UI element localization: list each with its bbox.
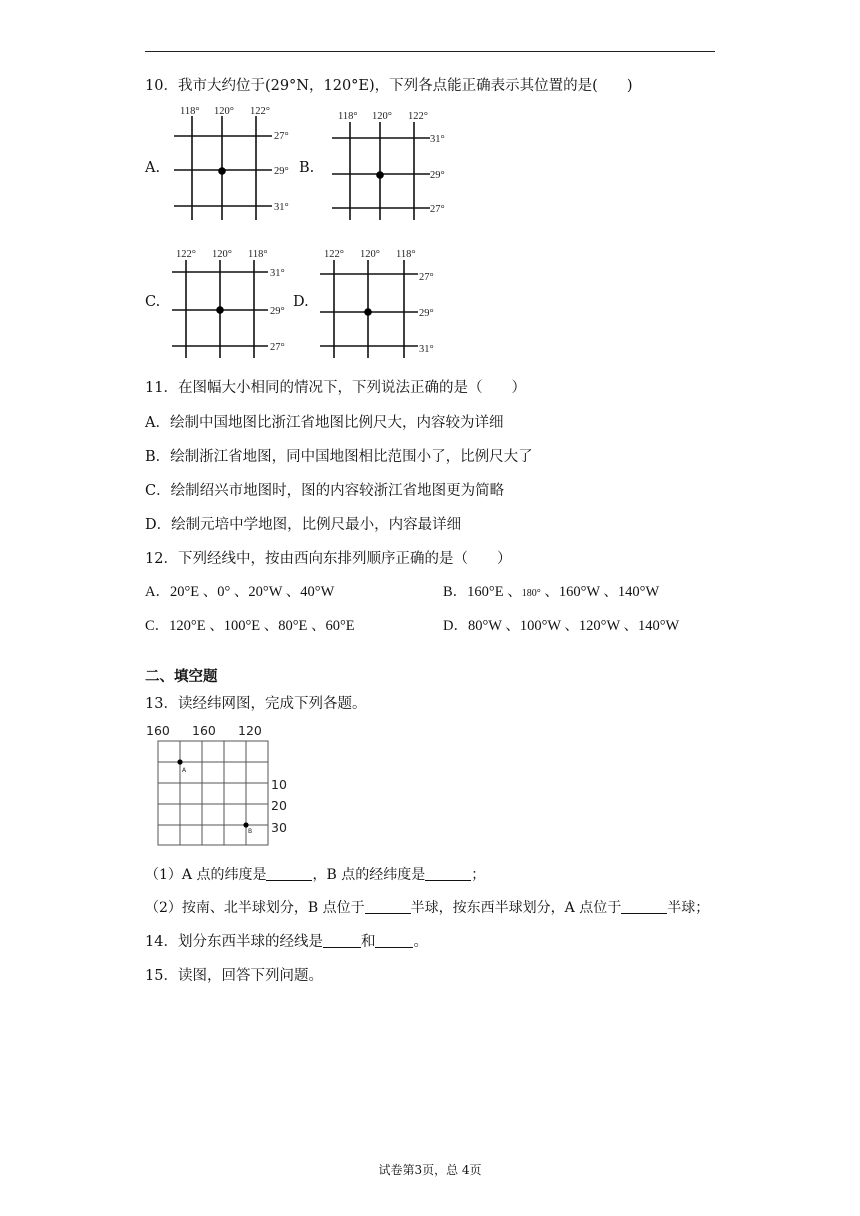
q13-blank-3[interactable] — [365, 899, 411, 914]
q10-a-lat-2: 31° — [274, 202, 289, 213]
q10-b-lon-2: 122° — [408, 111, 428, 122]
q13-stem: 13．读经纬网图，完成下列各题。 — [145, 696, 367, 712]
q10-option-a-label: A. — [145, 160, 161, 176]
q14-text-b: 和 — [360, 934, 376, 950]
q10-d-lat-2: 31° — [419, 344, 434, 355]
q15-stem: 15．读图，回答下列问题。 — [145, 968, 323, 984]
q10-grid-c — [170, 246, 300, 361]
q10-d-lat-0: 27° — [419, 272, 434, 283]
q10-c-lon-2: 118° — [248, 249, 268, 260]
q13-lat-0: 10 — [271, 777, 287, 792]
q10-c-lon-1: 120° — [212, 249, 232, 260]
q10-option-c-label: C. — [145, 294, 161, 310]
q10-a-lat-0: 27° — [274, 131, 289, 142]
q13-sub2 — [145, 897, 709, 917]
q10-b-lat-2: 27° — [430, 204, 445, 215]
q11-option-d: D．绘制元培中学地图，比例尺最小，内容最详细 — [145, 517, 462, 533]
q13-point-a — [177, 759, 182, 764]
q10-c-point — [216, 306, 224, 314]
q13-sub1-text-a: （1）A 点的纬度是 — [145, 867, 267, 883]
q12-option-b-suffix: 、160°W 、140°W — [540, 584, 660, 600]
q13-blank-4[interactable] — [621, 899, 667, 914]
q13-lat-2: 30 — [271, 820, 287, 835]
q12-option-d: D．80°W 、100°W 、120°W 、140°W — [443, 618, 680, 634]
q13-sub1 — [145, 864, 485, 884]
q14-text-c: 。 — [413, 934, 428, 950]
q10-d-lon-1: 120° — [360, 249, 380, 260]
q12-option-b-prefix: B．160°E 、 — [443, 584, 522, 600]
q10-b-lat-0: 31° — [430, 134, 445, 145]
q13-sub2-text-a: （2）按南、北半球划分，B 点位于 — [145, 900, 365, 916]
q13-sub2-text-c: 半球； — [667, 900, 710, 916]
q10-grid-b — [330, 108, 460, 223]
q10-option-b-label: B. — [299, 160, 315, 176]
q10-d-lat-1: 29° — [419, 308, 434, 319]
q12-option-c: C．120°E 、100°E 、80°E 、60°E — [145, 618, 355, 634]
q13-lon-1: 160 — [192, 723, 216, 738]
q11-option-b: B．绘制浙江省地图，同中国地图相比范围小了，比例尺大了 — [145, 449, 533, 465]
q14 — [145, 930, 428, 951]
section-fill-blank-title: 二、填空题 — [145, 669, 218, 685]
q11-option-a: A．绘制中国地图比浙江省地图比例尺大，内容较为详细 — [145, 415, 504, 431]
q10-b-lon-0: 118° — [338, 111, 358, 122]
header-rule — [145, 51, 715, 52]
q14-text-a: 14．划分东西半球的经线是 — [145, 934, 323, 950]
q13-point-b — [243, 822, 248, 827]
q13-sub1-text-b: ，B 点的经纬度是 — [312, 867, 426, 883]
q14-blank-1[interactable] — [323, 933, 361, 948]
q10-c-lat-2: 27° — [270, 342, 285, 353]
q10-grid-a — [172, 104, 302, 224]
q10-a-lat-1: 29° — [274, 166, 289, 177]
q13-grid — [145, 721, 305, 851]
q10-b-point — [376, 171, 384, 179]
q13-label-b: B — [248, 828, 253, 835]
q13-lon-0: 160 — [146, 723, 170, 738]
q13-blank-1[interactable] — [266, 866, 312, 881]
q12-option-a: A．20°E 、0° 、20°W 、40°W — [145, 584, 335, 600]
page-footer: 试卷第3页，总 4页 — [378, 1163, 482, 1177]
q10-b-lat-1: 29° — [430, 170, 445, 181]
q10-a-lon-2: 122° — [250, 106, 270, 117]
q10-d-point — [364, 308, 372, 316]
q10-b-lon-1: 120° — [372, 111, 392, 122]
q10-grid-d — [318, 246, 448, 361]
q10-c-lat-0: 31° — [270, 268, 285, 279]
q13-sub2-text-b: 半球，按东西半球划分，A 点位于 — [410, 900, 622, 916]
q11-option-c: C．绘制绍兴市地图时，图的内容较浙江省地图更为简略 — [145, 483, 505, 499]
q13-lon-2: 120 — [238, 723, 262, 738]
q10-c-lon-0: 122° — [176, 249, 196, 260]
q10-c-lat-1: 29° — [270, 306, 285, 317]
q13-sub1-text-c: ； — [471, 867, 486, 883]
q13-lat-1: 20 — [271, 798, 287, 813]
q11-stem: 11．在图幅大小相同的情况下，下列说法正确的是（ ） — [145, 380, 526, 396]
q13-blank-2[interactable] — [425, 866, 471, 881]
q10-a-lon-0: 118° — [180, 106, 200, 117]
q12-option-b — [443, 580, 659, 601]
q10-option-d-label: D. — [293, 294, 309, 310]
q10-d-lon-0: 122° — [324, 249, 344, 260]
q12-option-b-small: 180° — [521, 588, 541, 599]
q10-d-lon-2: 118° — [396, 249, 416, 260]
q10-stem: 10．我市大约位于(29°N，120°E)，下列各点能正确表示其位置的是( ) — [145, 78, 633, 94]
q14-blank-2[interactable] — [375, 933, 413, 948]
q12-stem: 12．下列经线中，按由西向东排列顺序正确的是（ ） — [145, 551, 512, 567]
q10-a-lon-1: 120° — [214, 106, 234, 117]
q10-a-point — [218, 167, 226, 175]
q13-label-a: A — [182, 767, 187, 774]
